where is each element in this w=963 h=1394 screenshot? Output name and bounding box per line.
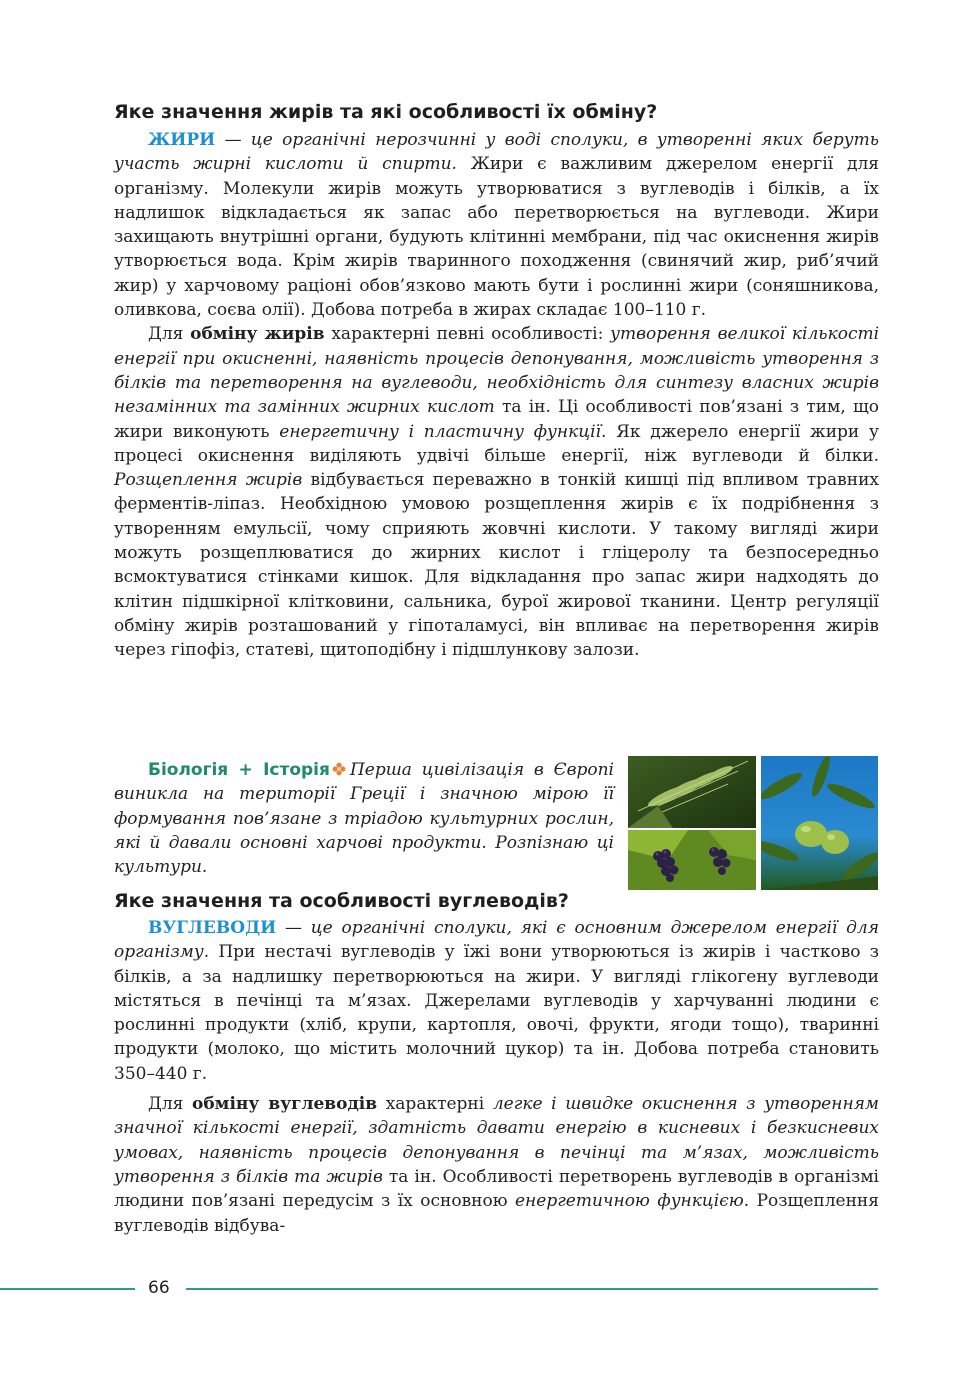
footer-line-right (186, 1288, 878, 1290)
page-number: 66 (148, 1278, 170, 1298)
term-carbs: ВУГЛЕВОДИ (148, 918, 277, 938)
biology-history-sidebar (114, 758, 614, 879)
text-run: Для (148, 1094, 192, 1115)
olives-photo (761, 756, 878, 890)
section-heading-fats: Яке значення жирів та які особливості їх обміну? (114, 101, 658, 123)
section-heading-carbs: Яке значення та особливості вуглеводів? (114, 890, 569, 912)
bold-term: обміну вуглеводів (192, 1094, 378, 1115)
sidebar-text: Перша цивілізація в Європі виникла на території Греції і значною мірою її формування пов’язане з тріадою культурних рослин, які й давали основні харчові продукти. Розпізнаю ці культури. (114, 760, 614, 878)
italic-run: утворення великої кількості енергії при окисненні, наявність процесів депонування, можливість утворення з білків та перетворення на вуглеводи, необхідність для синтезу власних жирів незамінних та замінних жирних кислот (114, 324, 880, 418)
italic-run: легке і швидке окиснення з утворенням значної кількості енергії, здатність давати енергію в кисневих і безкисневих умовах, наявність процесів депонування в печінці та м’язах, можливість утворення з білків та жирів (114, 1094, 879, 1187)
flower-icon (332, 762, 346, 776)
text-run: відбувається переважно в тонкій кишці під впливом травних ферментів-ліпаз. Необхідною умовою розщеплення жирів є їх подрібнення з утворенням емульсії, чому сприяють жовчні кислоти. У такому вигляді жири можуть розщеплюватися до жирних кислот і гліцеролу та безпосередньо всмоктуватися стінками кишок. Для відкладання про запас жири надходять до клітин підшкірної клітковини, сальника, бурої жирової тканини. Центр регуляції обміну жирів розташований у гіпоталамусі, він впливає на перетворення жирів через гіпофіз, статеві, щитоподібну і підшлункову залози. (114, 470, 880, 661)
paragraph-text: При нестачі вуглеводів у їжі вони утворюються із жирів і частково з білків, а за надлишку перетворюються на жири. У вигляді глікогену вуглеводи містяться в печінці та м’язах. Джерелами вуглеводів у харчуванні людини є рослинні продукти (хліб, крупи, картопля, овочі, фрукти, ягоди тощо), тваринні продукти (молоко, що містить молочний цукор) та ін. Добова потреба становить 350–440 г. (114, 942, 879, 1084)
italic-run: Розщеплення жирів (114, 470, 303, 491)
text-run: та ін. Ці особливості пов’язані з тим, що жири виконують (114, 397, 880, 442)
italic-run: енергетичну і пластичну функції (279, 421, 601, 442)
italic-run: енергетичною функцією (515, 1191, 744, 1212)
text-run: характерні (377, 1094, 493, 1115)
paragraph-carb-metabolism (114, 1092, 879, 1238)
text-run: Для (148, 324, 191, 345)
paragraph-fat-metabolism (114, 322, 879, 662)
paragraph-carbs-definition (114, 916, 879, 1086)
paragraph-fats-definition (114, 128, 879, 322)
definition-carbs: — це органічні сполуки, які є основним джерелом енергії для організму. (114, 918, 879, 963)
paragraph-text: Жири є важливим джерелом енергії для організму. Молекули жирів можуть утворюватися з вуглеводів і білків, а їх надлишок відкладається як запас або перетворюється на вуглеводи. Жири захищають внутрішні органи, будують клітинні мембрани, під час окиснення жирів утворюється вода. Крім жирів тваринного походження (свинячий жир, риб’ячий жир) у харчовому раціоні обов’язково мають бути і рослинні жири (соняшникова, оливкова, соєва олії). Добова потреба в жирах складає 100–110 г. (114, 154, 879, 321)
text-run: . Як джерело енергії жири у процесі окиснення виділяють удвічі більше енергії, ніж вуглеводи й білки. (114, 421, 880, 466)
bold-term: обміну жирів (190, 324, 325, 345)
text-run: . Розщеплення вуглеводів відбува- (114, 1191, 879, 1236)
text-run: та ін. Особливості перетворень вуглеводів в організмі людини пов’язані передусім з їх основною (114, 1166, 879, 1212)
section-body-fats (114, 128, 879, 663)
term-fats: ЖИРИ (148, 130, 216, 150)
text-run: характерні певні особливості: (324, 324, 611, 345)
sidebar-label: Біологія + Історія (148, 760, 330, 780)
section-body-carbs (114, 916, 879, 1238)
definition-fats: — це органічні нерозчинні у воді сполуки, в утворенні яких беруть участь жирні кислоти й спирти. (114, 130, 879, 175)
footer-line-left (0, 1288, 135, 1290)
wheat-photo (628, 756, 756, 828)
grapes-photo (628, 830, 756, 890)
